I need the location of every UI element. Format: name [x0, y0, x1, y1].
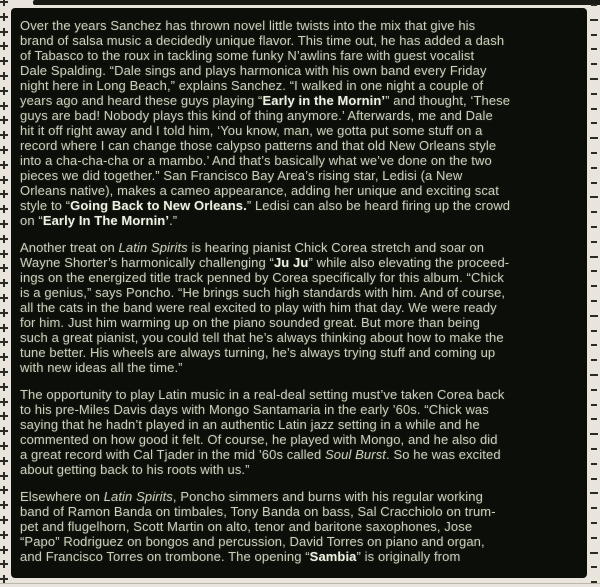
text-line — [20, 417, 579, 432]
text-segment: Wayne Shorter’s harmonically challenging “ — [20, 255, 274, 270]
text-segment: brand of salsa music a decidedly unique flavor. This time out, he has added a dash — [20, 33, 505, 48]
text-line — [20, 198, 579, 213]
text-segment: Orleans native), makes a cameo appearance, adding her unique and exciting scat — [20, 183, 499, 198]
text-line — [20, 360, 579, 375]
text-segment: commented on how good it felt. Of course, he played with Mongo, and he also did — [20, 432, 498, 447]
text-segment: Dale Spalding. “Dale sings and plays harmonica with his own band every Friday — [20, 63, 487, 78]
plus-registration-mark — [0, 146, 8, 154]
dash-registration-mark — [590, 78, 598, 80]
dash-registration-mark — [591, 522, 597, 524]
liner-notes-text — [20, 18, 579, 564]
text-line — [20, 18, 579, 33]
text-line — [20, 462, 579, 477]
text-line — [20, 168, 579, 183]
text-segment: guys are bad! Nobody plays this kind of thing anymore.’ Afterwards, me and Dale — [20, 108, 493, 123]
plus-registration-mark — [0, 161, 8, 169]
plus-registration-mark — [0, 28, 8, 36]
dash-registration-mark — [590, 19, 598, 21]
plus-registration-mark — [0, 42, 8, 50]
plus-registration-mark — [0, 13, 8, 21]
plus-registration-mark — [0, 220, 8, 228]
text-segment: Elsewhere on — [20, 489, 104, 504]
dash-registration-mark — [590, 374, 598, 376]
dash-registration-mark — [591, 478, 597, 480]
text-segment: to his pre-Miles Davis days with Mongo Santamaria in the early ’60s. “Chick was — [20, 402, 489, 417]
dash-registration-mark — [591, 93, 597, 95]
text-line — [20, 447, 579, 462]
text-line — [20, 123, 579, 138]
song-title: Early In The Mornin’ — [42, 213, 170, 228]
text-line — [20, 153, 579, 168]
text-segment: is hearing pianist Chick Corea stretch and soar on — [187, 240, 485, 255]
paragraph — [20, 489, 579, 564]
plus-registration-mark — [0, 486, 8, 494]
text-segment: is a genius,” says Poncho. “He brings such high standards with him. And of course, — [20, 285, 506, 300]
text-segment: and Francisco Torres on trombone. The opening “ — [20, 549, 310, 564]
dash-registration-mark — [591, 4, 597, 6]
text-line — [20, 300, 579, 315]
dash-registration-mark — [591, 211, 597, 213]
text-line — [20, 504, 579, 519]
text-segment: ings on the energized title track penned by Corea specifically for this album. “Chick — [20, 270, 504, 285]
plus-registration-mark — [0, 546, 8, 554]
dash-registration-mark — [591, 344, 597, 346]
text-segment: “Papo” Rodriguez on bongos and percussion, David Torres on piano and organ, — [20, 534, 485, 549]
plus-registration-mark — [0, 0, 8, 6]
text-segment: years ago and heard these guys playing “ — [20, 93, 263, 108]
text-segment: ” while also elevating the proceed- — [308, 255, 510, 270]
plus-registration-mark — [0, 560, 8, 568]
dash-registration-mark — [591, 463, 597, 465]
plus-registration-mark — [0, 501, 8, 509]
text-segment: all the cats in the band were real excited to play with him that day. We were ready — [20, 300, 497, 315]
dash-registration-mark — [591, 270, 597, 272]
plus-registration-mark — [0, 72, 8, 80]
plus-registration-mark — [0, 279, 8, 287]
text-line — [20, 432, 579, 447]
dash-registration-mark — [591, 359, 597, 361]
album-title: Latin Spirits — [118, 240, 188, 255]
dash-registration-mark — [591, 34, 597, 36]
plus-registration-mark — [0, 383, 8, 391]
plus-registration-mark — [0, 398, 8, 406]
dash-registration-mark — [591, 48, 597, 50]
plus-registration-mark — [0, 427, 8, 435]
plus-registration-mark — [0, 205, 8, 213]
album-title: Soul Burst — [325, 447, 387, 462]
text-segment: for him. Just him warming up on the piano sounded great. But more than being — [20, 315, 480, 330]
dash-registration-mark — [590, 552, 598, 554]
dash-registration-mark — [590, 433, 598, 435]
text-segment: record where I can change those calypso patterns and that old New Orleans style — [20, 138, 497, 153]
text-line — [20, 519, 579, 534]
text-segment: .” — [169, 213, 178, 228]
text-line — [20, 138, 579, 153]
text-segment: saying that he hadn’t played in an authentic Latin jazz setting in a while and he — [20, 417, 480, 432]
dash-registration-mark — [591, 566, 597, 568]
plus-registration-mark — [0, 102, 8, 110]
plus-registration-mark — [0, 324, 8, 332]
album-title: Latin Spirits — [103, 489, 173, 504]
dash-registration-mark — [591, 389, 597, 391]
text-line — [20, 345, 579, 360]
text-line — [20, 255, 579, 270]
dash-registration-mark — [591, 285, 597, 287]
dash-registration-mark — [590, 137, 598, 139]
text-segment: on “ — [20, 213, 43, 228]
dash-registration-mark — [591, 330, 597, 332]
scan-edge-line — [0, 583, 600, 584]
text-line — [20, 108, 579, 123]
dash-registration-mark — [591, 226, 597, 228]
plus-registration-mark — [0, 412, 8, 420]
dash-registration-mark — [590, 315, 598, 317]
plus-registration-mark — [0, 57, 8, 65]
text-segment: with new ideas all the time.” — [20, 360, 183, 375]
song-title: Sambia — [309, 549, 357, 564]
text-line — [20, 63, 579, 78]
text-line — [20, 213, 579, 228]
plus-registration-mark — [0, 235, 8, 243]
dash-registration-mark — [590, 492, 598, 494]
text-segment: Over the years Sanchez has thrown novel little twists into the mix that give his — [20, 18, 476, 33]
text-line — [20, 489, 579, 504]
plus-registration-mark — [0, 516, 8, 524]
plus-registration-mark — [0, 457, 8, 465]
dash-registration-mark — [591, 448, 597, 450]
text-segment: ” is originally from — [356, 549, 461, 564]
plus-registration-mark — [0, 131, 8, 139]
plus-registration-mark — [0, 116, 8, 124]
paragraph — [20, 18, 579, 228]
text-line — [20, 78, 579, 93]
plus-registration-mark — [0, 190, 8, 198]
plus-registration-mark — [0, 176, 8, 184]
text-line — [20, 549, 579, 564]
text-segment: into a cha-cha-cha or a mambo.’ And that’s basically what we’ve done on the two — [20, 153, 492, 168]
text-segment: pieces we did together.” San Francisco Bay Area’s rising star, Ledisi (a New — [20, 168, 463, 183]
plus-registration-mark — [0, 309, 8, 317]
dash-registration-mark — [591, 63, 597, 65]
plus-registration-mark — [0, 250, 8, 258]
dash-registration-mark — [591, 300, 597, 302]
dash-registration-mark — [591, 241, 597, 243]
text-line — [20, 183, 579, 198]
dash-registration-mark — [591, 152, 597, 154]
text-segment: style to “ — [20, 198, 71, 213]
text-line — [20, 270, 579, 285]
dash-registration-mark — [591, 167, 597, 169]
text-segment: ” and thought, ‘These — [385, 93, 511, 108]
text-segment: a great record with Cal Tjader in the mid ’60s called — [20, 447, 326, 462]
song-title: Going Back to New Orleans. — [70, 198, 247, 213]
song-title: Ju Ju — [273, 255, 309, 270]
text-segment: about getting back to his roots with us.” — [20, 462, 250, 477]
text-line — [20, 402, 579, 417]
scan-edge-strip — [33, 0, 600, 5]
text-line — [20, 93, 579, 108]
plus-registration-mark — [0, 472, 8, 480]
text-line — [20, 387, 579, 402]
text-line — [20, 330, 579, 345]
text-line — [20, 534, 579, 549]
text-segment: hit it off right away and I told him, ‘You know, man, we gotta put some stuff on a — [20, 123, 483, 138]
plus-registration-mark — [0, 87, 8, 95]
text-segment: . So he was excited — [386, 447, 501, 462]
dash-registration-mark — [591, 537, 597, 539]
plus-registration-mark — [0, 338, 8, 346]
paragraph — [20, 240, 579, 375]
dash-registration-mark — [591, 507, 597, 509]
plus-registration-mark — [0, 264, 8, 272]
text-segment: The opportunity to play Latin music in a real-deal setting must’ve taken Corea back — [20, 387, 505, 402]
dash-registration-mark — [591, 122, 597, 124]
text-segment: , Poncho simmers and burns with his regular working — [172, 489, 483, 504]
paragraph — [20, 387, 579, 477]
text-segment: Another treat on — [20, 240, 119, 255]
song-title: Early in the Mornin’ — [262, 93, 386, 108]
dash-registration-mark — [590, 256, 598, 258]
plus-registration-mark — [0, 368, 8, 376]
plus-registration-mark — [0, 531, 8, 539]
plus-registration-mark — [0, 294, 8, 302]
text-segment: tune better. His wheels are always turning, he’s always trying stuff and coming up — [20, 345, 496, 360]
plus-registration-mark — [0, 442, 8, 450]
dash-registration-mark — [591, 418, 597, 420]
dash-registration-mark — [591, 404, 597, 406]
text-line — [20, 315, 579, 330]
dash-registration-mark — [591, 108, 597, 110]
text-segment: such a great pianist, you could tell that he’s always thinking about how to make the — [20, 330, 504, 345]
dash-registration-mark — [590, 196, 598, 198]
text-segment: of Tabasco to the roux in tackling some funky N’awlins fare with guest vocalist — [20, 48, 475, 63]
text-segment: band of Ramon Banda on timbales, Tony Banda on bass, Sal Cracchiolo on trum- — [20, 504, 496, 519]
plus-registration-mark — [0, 353, 8, 361]
text-line — [20, 33, 579, 48]
dash-registration-mark — [591, 182, 597, 184]
text-line — [20, 285, 579, 300]
plus-registration-mark — [0, 575, 8, 583]
text-line — [20, 240, 579, 255]
text-segment: ” Ledisi can also be heard firing up the crowd — [246, 198, 511, 213]
text-segment: night here in Long Beach,” explains Sanchez. “I walked in one night a couple of — [20, 78, 484, 93]
text-segment: pet and flugelhorn, Scott Martin on alto, tenor and baritone saxophones, Jose — [20, 519, 473, 534]
text-line — [20, 48, 579, 63]
liner-notes-panel — [11, 8, 587, 578]
